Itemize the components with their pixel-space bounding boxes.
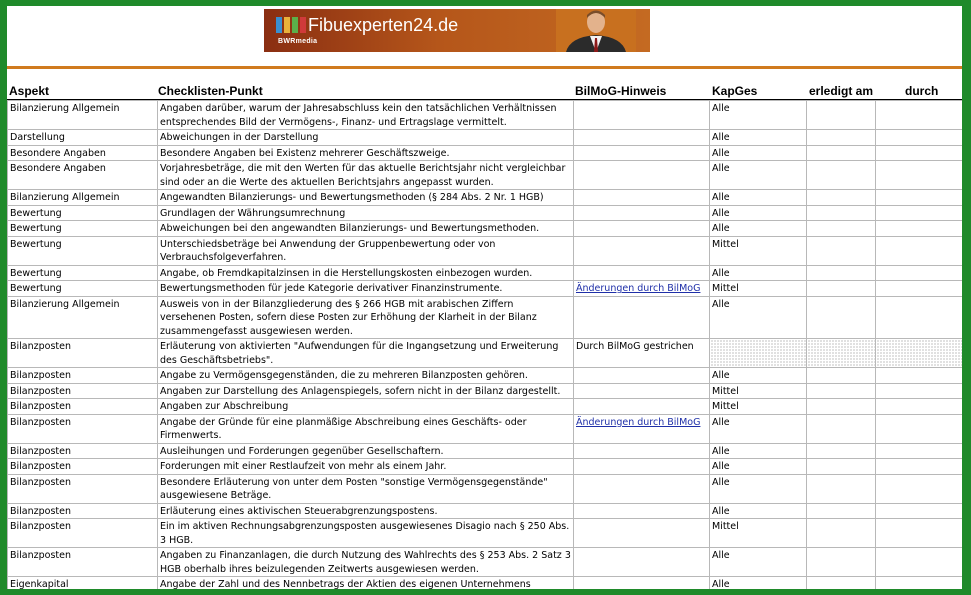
cell-checklisten-punkt[interactable]: Besondere Erläuterung von unter dem Posten "sonstige Vermögensgegenstände" ausgewiesene Beträge. [158,474,574,503]
table-row[interactable] [8,577,963,590]
table-row[interactable] [8,265,963,281]
cell-erledigt-am[interactable] [807,205,876,221]
cell-bilmog-hinweis[interactable] [574,519,710,548]
cell-erledigt-am[interactable] [807,443,876,459]
cell-erledigt-am[interactable] [807,474,876,503]
cell-checklisten-punkt[interactable]: Forderungen mit einer Restlaufzeit von mehr als einem Jahr. [158,459,574,475]
orange-divider [7,66,962,69]
table-row[interactable] [8,130,963,146]
brand-banner[interactable] [264,9,650,52]
cell-aspekt[interactable]: Bilanzposten [8,443,158,459]
cell-checklisten-punkt[interactable]: Angabe der Zahl und des Nennbetrags der Aktien des eigenen Unternehmens [158,577,574,590]
table-row[interactable] [8,339,963,368]
cell-kapges[interactable]: Alle [710,101,807,130]
cell-bilmog-hinweis[interactable] [574,459,710,475]
cell-bilmog-hinweis[interactable] [574,383,710,399]
cell-checklisten-punkt[interactable]: Abweichungen bei den angewandten Bilanzierungs- und Bewertungsmethoden. [158,221,574,237]
header-bilmog-hinweis[interactable]: BilMoG-Hinweis [575,84,667,98]
cell-erledigt-am[interactable] [807,265,876,281]
cell-aspekt[interactable]: Bewertung [8,236,158,265]
cell-checklisten-punkt[interactable]: Ausweis von in der Bilanzgliederung des § 266 HGB mit arabischen Ziffern versehenen Posten, sofern diese Posten zur Erhöhung der Klarheit in der Bilanz zusammengefasst ausgewiesen werden. [158,296,574,339]
brand-sub: BWRmedia [278,38,318,45]
spreadsheet-frame [7,6,962,589]
cell-checklisten-punkt[interactable]: Besondere Angaben bei Existenz mehrerer Geschäftszweige. [158,145,574,161]
cell-bilmog-hinweis[interactable] [574,399,710,415]
cell-durch[interactable] [876,503,963,519]
cell-checklisten-punkt[interactable]: Ein im aktiven Rechnungsabgrenzungsposten ausgewiesenes Disagio nach § 250 Abs. 3 HGB. [158,519,574,548]
cell-kapges[interactable]: Alle [710,548,807,577]
cell-aspekt[interactable]: Bilanzposten [8,548,158,577]
cell-aspekt[interactable]: Besondere Angaben [8,145,158,161]
cell-checklisten-punkt[interactable]: Erläuterung von aktivierten "Aufwendungen für die Ingangsetzung und Erweiterung des Geschäftsbetriebs". [158,339,574,368]
table-row[interactable] [8,548,963,577]
cell-bilmog-hinweis[interactable] [574,101,710,130]
cell-erledigt-am[interactable] [807,296,876,339]
cell-bilmog-hinweis[interactable] [574,296,710,339]
header-kapges[interactable]: KapGes [712,84,758,98]
cell-aspekt[interactable]: Bilanzposten [8,368,158,384]
cell-erledigt-am[interactable] [807,459,876,475]
cell-checklisten-punkt[interactable]: Angabe zu Vermögensgegenständen, die zu mehreren Bilanzposten gehören. [158,368,574,384]
table-row[interactable] [8,190,963,206]
checklist-table [7,100,962,589]
cell-aspekt[interactable]: Bewertung [8,205,158,221]
cell-durch[interactable] [876,221,963,237]
table-row[interactable] [8,368,963,384]
cell-erledigt-am[interactable] [807,145,876,161]
cell-durch[interactable] [876,265,963,281]
cell-aspekt[interactable]: Bilanzposten [8,459,158,475]
cell-kapges[interactable]: Alle [710,161,807,190]
cell-kapges[interactable]: Alle [710,443,807,459]
cell-durch[interactable] [876,339,963,368]
cell-bilmog-hinweis[interactable] [574,577,710,590]
cell-durch[interactable] [876,296,963,339]
header-durch[interactable]: durch [905,84,939,98]
cell-kapges[interactable]: Mittel [710,281,807,297]
cell-aspekt[interactable]: Bilanzposten [8,474,158,503]
cell-kapges[interactable]: Alle [710,503,807,519]
cell-durch[interactable] [876,474,963,503]
table-row[interactable] [8,474,963,503]
cell-bilmog-hinweis[interactable] [574,190,710,206]
table-row[interactable] [8,205,963,221]
cell-durch[interactable] [876,383,963,399]
cell-bilmog-hinweis[interactable] [574,236,710,265]
cell-durch[interactable] [876,205,963,221]
cell-kapges[interactable]: Alle [710,265,807,281]
cell-kapges[interactable]: Mittel [710,383,807,399]
cell-erledigt-am[interactable] [807,236,876,265]
cell-erledigt-am[interactable] [807,339,876,368]
person-photo-icon [556,9,636,52]
brand-logo-icon [276,17,306,33]
cell-erledigt-am[interactable] [807,399,876,415]
table-row[interactable] [8,281,963,297]
cell-erledigt-am[interactable] [807,161,876,190]
table-row[interactable] [8,399,963,415]
cell-erledigt-am[interactable] [807,221,876,237]
table-row[interactable] [8,443,963,459]
bilmog-link[interactable]: Änderungen durch BilMoG [576,416,701,428]
cell-checklisten-punkt[interactable]: Angabe, ob Fremdkapitalzinsen in die Herstellungskosten einbezogen wurden. [158,265,574,281]
cell-checklisten-punkt[interactable]: Angaben zur Darstellung des Anlagenspiegels, sofern nicht in der Bilanz dargestellt. [158,383,574,399]
table-row[interactable] [8,383,963,399]
column-header-row [7,84,962,100]
cell-durch[interactable] [876,130,963,146]
cell-kapges[interactable] [710,339,807,368]
cell-erledigt-am[interactable] [807,503,876,519]
cell-durch[interactable] [876,368,963,384]
cell-erledigt-am[interactable] [807,577,876,590]
cell-kapges[interactable]: Alle [710,145,807,161]
table-row[interactable] [8,296,963,339]
cell-kapges[interactable]: Mittel [710,236,807,265]
cell-durch[interactable] [876,443,963,459]
cell-durch[interactable] [876,519,963,548]
cell-checklisten-punkt[interactable]: Vorjahresbeträge, die mit den Werten für das aktuelle Berichtsjahr nicht vergleichbar sind oder an die Werte des aktuellen Berichtsjahrs angepasst wurden. [158,161,574,190]
cell-checklisten-punkt[interactable]: Bewertungsmethoden für jede Kategorie derivativer Finanzinstrumente. [158,281,574,297]
cell-kapges[interactable]: Mittel [710,399,807,415]
cell-checklisten-punkt[interactable]: Angabe der Gründe für eine planmäßige Abschreibung eines Geschäfts- oder Firmenwerts. [158,414,574,443]
cell-aspekt[interactable]: Bilanzposten [8,339,158,368]
table-row[interactable] [8,145,963,161]
cell-bilmog-hinweis[interactable] [574,161,710,190]
cell-durch[interactable] [876,101,963,130]
cell-checklisten-punkt[interactable]: Abweichungen in der Darstellung [158,130,574,146]
cell-erledigt-am[interactable] [807,414,876,443]
cell-erledigt-am[interactable] [807,368,876,384]
cell-durch[interactable] [876,577,963,590]
cell-bilmog-hinweis[interactable] [574,503,710,519]
cell-erledigt-am[interactable] [807,190,876,206]
table-row[interactable] [8,161,963,190]
table-row[interactable] [8,459,963,475]
cell-bilmog-hinweis[interactable] [574,281,710,297]
cell-kapges[interactable]: Mittel [710,519,807,548]
table-row[interactable] [8,236,963,265]
cell-kapges[interactable]: Alle [710,296,807,339]
cell-bilmog-hinweis[interactable] [574,474,710,503]
header-aspekt[interactable]: Aspekt [9,84,50,98]
cell-bilmog-hinweis[interactable] [574,548,710,577]
cell-durch[interactable] [876,145,963,161]
cell-aspekt[interactable]: Bilanzposten [8,414,158,443]
cell-bilmog-hinweis[interactable]: Durch BilMoG gestrichen [574,339,710,368]
bilmog-link[interactable]: Änderungen durch BilMoG [576,283,701,294]
table-row[interactable] [8,503,963,519]
cell-bilmog-hinweis[interactable] [574,145,710,161]
cell-aspekt[interactable]: Darstellung [8,130,158,146]
cell-bilmog-hinweis[interactable] [574,205,710,221]
cell-durch[interactable] [876,281,963,297]
cell-kapges[interactable]: Alle [710,368,807,384]
cell-kapges[interactable]: Alle [710,474,807,503]
cell-aspekt[interactable]: Bilanzierung Allgemein [8,296,158,339]
cell-kapges[interactable]: Alle [710,414,807,443]
table-row[interactable] [8,519,963,548]
cell-aspekt[interactable]: Bilanzposten [8,519,158,548]
cell-kapges[interactable]: Alle [710,205,807,221]
cell-bilmog-hinweis[interactable] [574,130,710,146]
cell-durch[interactable] [876,161,963,190]
cell-erledigt-am[interactable] [807,130,876,146]
cell-checklisten-punkt[interactable]: Angewandten Bilanzierungs- und Bewertungsmethoden (§ 284 Abs. 2 Nr. 1 HGB) [158,190,574,206]
cell-aspekt[interactable]: Besondere Angaben [8,161,158,190]
table-row[interactable] [8,414,963,443]
table-row[interactable] [8,221,963,237]
cell-bilmog-hinweis[interactable] [574,414,710,443]
cell-checklisten-punkt[interactable]: Erläuterung eines aktivischen Steuerabgrenzungspostens. [158,503,574,519]
cell-durch[interactable] [876,414,963,443]
cell-erledigt-am[interactable] [807,383,876,399]
cell-checklisten-punkt[interactable]: Angaben zu Finanzanlagen, die durch Nutzung des Wahlrechts des § 253 Abs. 2 Satz 3 HGB oberhalb ihres beizulegenden Zeitwerts ausgewiesen werden. [158,548,574,577]
cell-checklisten-punkt[interactable]: Angaben zur Abschreibung [158,399,574,415]
cell-kapges[interactable]: Alle [710,190,807,206]
cell-durch[interactable] [876,459,963,475]
cell-aspekt[interactable]: Bilanzposten [8,399,158,415]
cell-kapges[interactable]: Alle [710,459,807,475]
cell-bilmog-hinweis[interactable] [574,265,710,281]
cell-durch[interactable] [876,190,963,206]
cell-checklisten-punkt[interactable]: Unterschiedsbeträge bei Anwendung der Gruppenbewertung oder von Verbrauchsfolgeverfahren. [158,236,574,265]
cell-aspekt[interactable]: Eigenkapital [8,577,158,590]
cell-durch[interactable] [876,548,963,577]
cell-kapges[interactable]: Alle [710,577,807,590]
cell-bilmog-hinweis[interactable] [574,221,710,237]
cell-erledigt-am[interactable] [807,101,876,130]
cell-checklisten-punkt[interactable]: Grundlagen der Währungsumrechnung [158,205,574,221]
cell-aspekt[interactable]: Bilanzierung Allgemein [8,190,158,206]
cell-aspekt[interactable]: Bilanzierung Allgemein [8,101,158,130]
brand-name: Fibuexperten24.de [308,15,459,35]
cell-aspekt[interactable]: Bewertung [8,281,158,297]
cell-aspekt[interactable]: Bilanzposten [8,383,158,399]
cell-aspekt[interactable]: Bilanzposten [8,503,158,519]
cell-durch[interactable] [876,236,963,265]
cell-erledigt-am[interactable] [807,548,876,577]
header-checklisten-punkt[interactable]: Checklisten-Punkt [158,84,263,98]
cell-bilmog-hinweis[interactable] [574,443,710,459]
cell-aspekt[interactable]: Bewertung [8,265,158,281]
cell-bilmog-hinweis[interactable] [574,368,710,384]
cell-kapges[interactable]: Alle [710,130,807,146]
cell-erledigt-am[interactable] [807,281,876,297]
header-erledigt-am[interactable]: erledigt am [809,84,874,98]
cell-checklisten-punkt[interactable]: Ausleihungen und Forderungen gegenüber Gesellschaftern. [158,443,574,459]
cell-durch[interactable] [876,399,963,415]
table-row[interactable] [8,101,963,130]
cell-erledigt-am[interactable] [807,519,876,548]
cell-aspekt[interactable]: Bewertung [8,221,158,237]
cell-kapges[interactable]: Alle [710,221,807,237]
cell-checklisten-punkt[interactable]: Angaben darüber, warum der Jahresabschluss kein den tatsächlichen Verhältnissen entsprechendes Bild der Vermögens-, Finanz- und Ertragslage vermittelt. [158,101,574,130]
